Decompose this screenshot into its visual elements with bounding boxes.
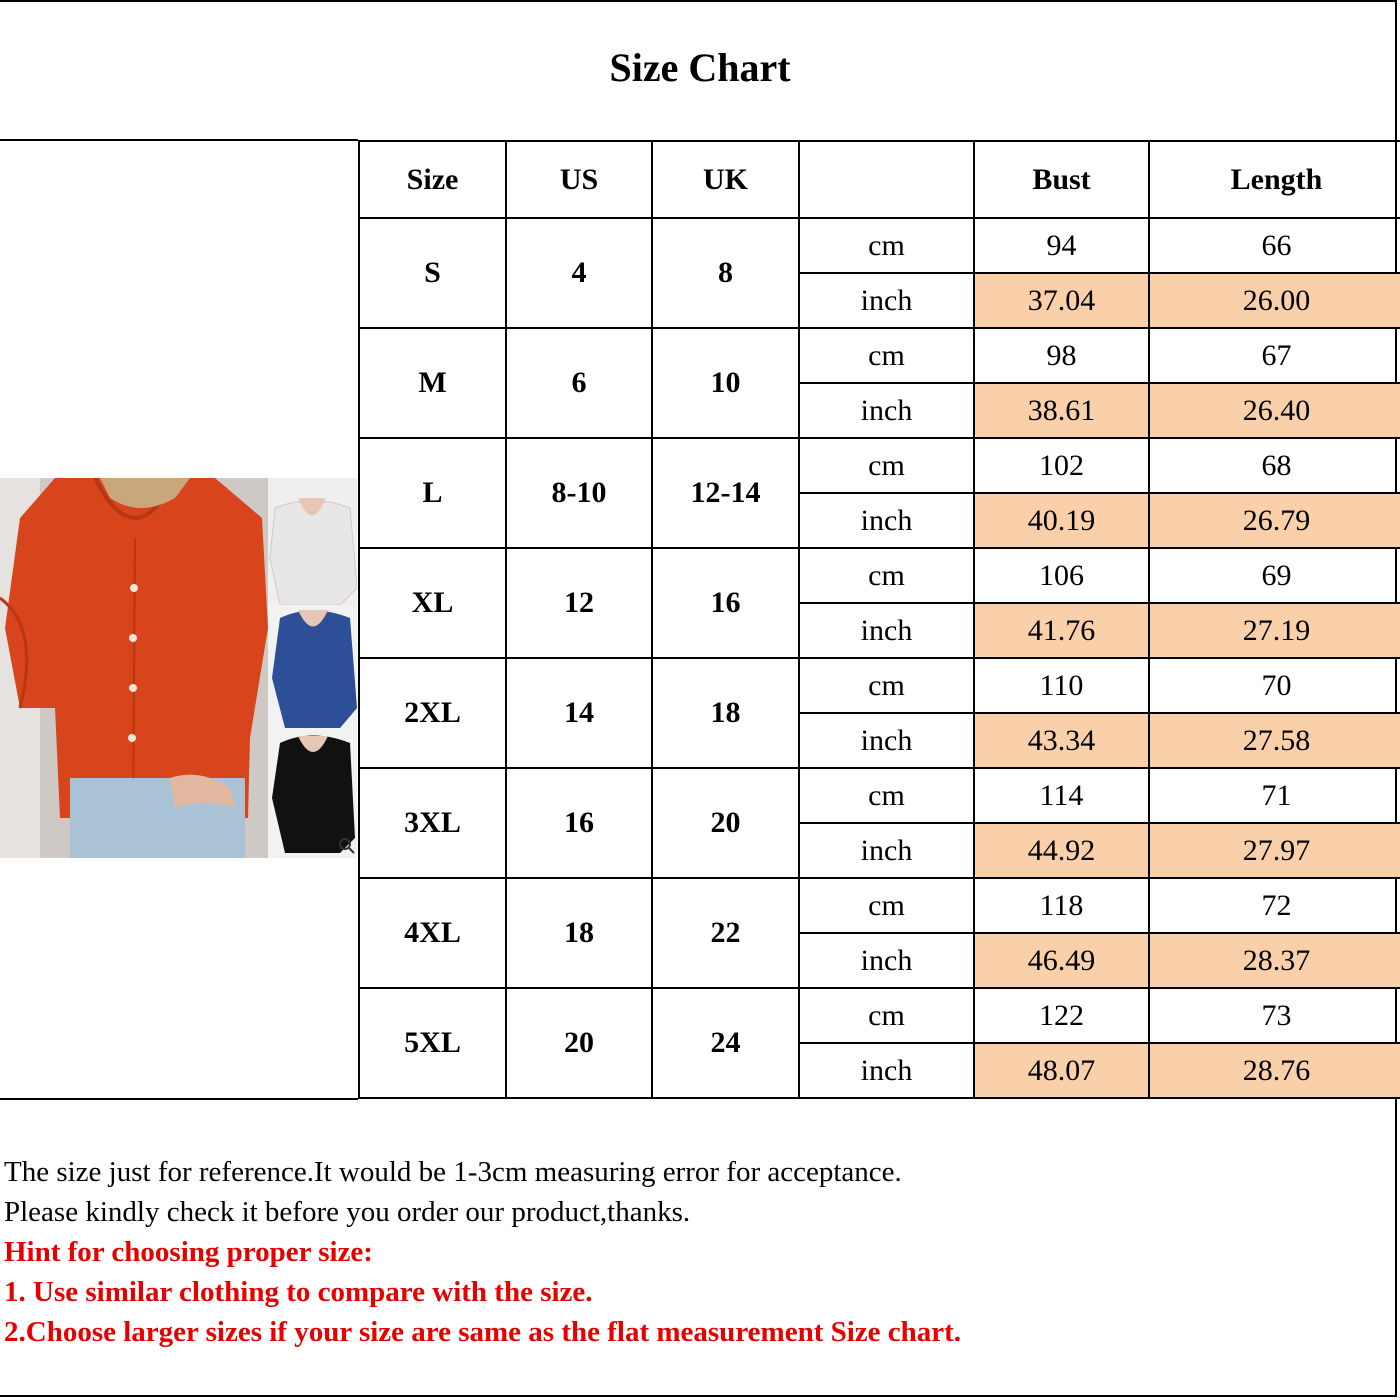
length-cm-cell: 73 (1149, 988, 1400, 1043)
table-body (359, 218, 1400, 1098)
us-cell: 20 (506, 988, 652, 1098)
length-cm-cell: 72 (1149, 878, 1400, 933)
unit-inch-cell: inch (799, 273, 974, 328)
uk-cell: 10 (652, 328, 799, 438)
table-row-cm (359, 658, 1400, 713)
bust-inch-cell: 40.19 (974, 493, 1149, 548)
divider-bottom-left (0, 1098, 358, 1100)
unit-inch-cell: inch (799, 713, 974, 768)
header-uk: UK (652, 141, 799, 218)
product-photo-svg (0, 478, 357, 858)
size-cell: M (359, 328, 506, 438)
us-cell: 8-10 (506, 438, 652, 548)
size-cell: XL (359, 548, 506, 658)
table-row-cm (359, 548, 1400, 603)
bust-inch-cell: 43.34 (974, 713, 1149, 768)
length-inch-cell: 28.76 (1149, 1043, 1400, 1098)
note-reference: The size just for reference.It would be 1-3cm measuring error for acceptance. (4, 1156, 902, 1188)
bust-inch-cell: 41.76 (974, 603, 1149, 658)
length-inch-cell: 27.58 (1149, 713, 1400, 768)
bust-cm-cell: 118 (974, 878, 1149, 933)
header-size: Size (359, 141, 506, 218)
header-unit (799, 141, 974, 218)
length-inch-cell: 26.40 (1149, 383, 1400, 438)
table-row-cm (359, 328, 1400, 383)
size-cell: 5XL (359, 988, 506, 1098)
size-cell: 3XL (359, 768, 506, 878)
unit-inch-cell: inch (799, 1043, 974, 1098)
unit-cm-cell: cm (799, 548, 974, 603)
table-header-row (359, 141, 1400, 218)
bust-inch-cell: 37.04 (974, 273, 1149, 328)
length-cm-cell: 67 (1149, 328, 1400, 383)
us-cell: 18 (506, 878, 652, 988)
bust-cm-cell: 98 (974, 328, 1149, 383)
bust-cm-cell: 122 (974, 988, 1149, 1043)
unit-cm-cell: cm (799, 878, 974, 933)
unit-inch-cell: inch (799, 603, 974, 658)
size-cell: L (359, 438, 506, 548)
table-row-cm (359, 988, 1400, 1043)
length-inch-cell: 27.97 (1149, 823, 1400, 878)
page-title: Size Chart (609, 45, 791, 90)
unit-inch-cell: inch (799, 383, 974, 438)
table-row-cm (359, 768, 1400, 823)
table-row-cm (359, 218, 1400, 273)
uk-cell: 24 (652, 988, 799, 1098)
us-cell: 4 (506, 218, 652, 328)
thumb-black-shirt (272, 736, 355, 854)
us-cell: 12 (506, 548, 652, 658)
unit-inch-cell: inch (799, 933, 974, 988)
hint-title: Hint for choosing proper size: (4, 1236, 373, 1268)
uk-cell: 16 (652, 548, 799, 658)
unit-cm-cell: cm (799, 658, 974, 713)
bust-cm-cell: 114 (974, 768, 1149, 823)
product-photo (0, 478, 357, 858)
us-cell: 14 (506, 658, 652, 768)
length-cm-cell: 71 (1149, 768, 1400, 823)
bust-cm-cell: 110 (974, 658, 1149, 713)
unit-cm-cell: cm (799, 768, 974, 823)
length-cm-cell: 70 (1149, 658, 1400, 713)
bust-inch-cell: 48.07 (974, 1043, 1149, 1098)
bust-inch-cell: 44.92 (974, 823, 1149, 878)
divider-top-left (0, 139, 358, 141)
length-inch-cell: 27.19 (1149, 603, 1400, 658)
table-row-cm (359, 878, 1400, 933)
bust-cm-cell: 94 (974, 218, 1149, 273)
thumb-white-shirt (270, 501, 357, 606)
notes (4, 1152, 1384, 1352)
note-check: Please kindly check it before you order our product,thanks. (4, 1196, 691, 1228)
unit-cm-cell: cm (799, 328, 974, 383)
bust-inch-cell: 38.61 (974, 383, 1149, 438)
length-cm-cell: 68 (1149, 438, 1400, 493)
bust-inch-cell: 46.49 (974, 933, 1149, 988)
size-table (358, 140, 1400, 1099)
bust-cm-cell: 106 (974, 548, 1149, 603)
uk-cell: 18 (652, 658, 799, 768)
length-inch-cell: 26.00 (1149, 273, 1400, 328)
header-us: US (506, 141, 652, 218)
unit-inch-cell: inch (799, 493, 974, 548)
uk-cell: 12-14 (652, 438, 799, 548)
unit-inch-cell: inch (799, 823, 974, 878)
unit-cm-cell: cm (799, 438, 974, 493)
size-cell: S (359, 218, 506, 328)
bust-cm-cell: 102 (974, 438, 1149, 493)
header-length: Length (1149, 141, 1400, 218)
us-cell: 6 (506, 328, 652, 438)
size-cell: 4XL (359, 878, 506, 988)
length-cm-cell: 66 (1149, 218, 1400, 273)
size-cell: 2XL (359, 658, 506, 768)
us-cell: 16 (506, 768, 652, 878)
uk-cell: 22 (652, 878, 799, 988)
hint-item-2: 2.Choose larger sizes if your size are same as the flat measurement Size chart. (4, 1316, 962, 1348)
length-inch-cell: 26.79 (1149, 493, 1400, 548)
unit-cm-cell: cm (799, 988, 974, 1043)
table-row-cm (359, 438, 1400, 493)
thumb-blue-shirt (272, 611, 357, 729)
hint-item-1: 1. Use similar clothing to compare with the size. (4, 1276, 593, 1308)
unit-cm-cell: cm (799, 218, 974, 273)
uk-cell: 8 (652, 218, 799, 328)
uk-cell: 20 (652, 768, 799, 878)
header-bust: Bust (974, 141, 1149, 218)
length-cm-cell: 69 (1149, 548, 1400, 603)
length-inch-cell: 28.37 (1149, 933, 1400, 988)
